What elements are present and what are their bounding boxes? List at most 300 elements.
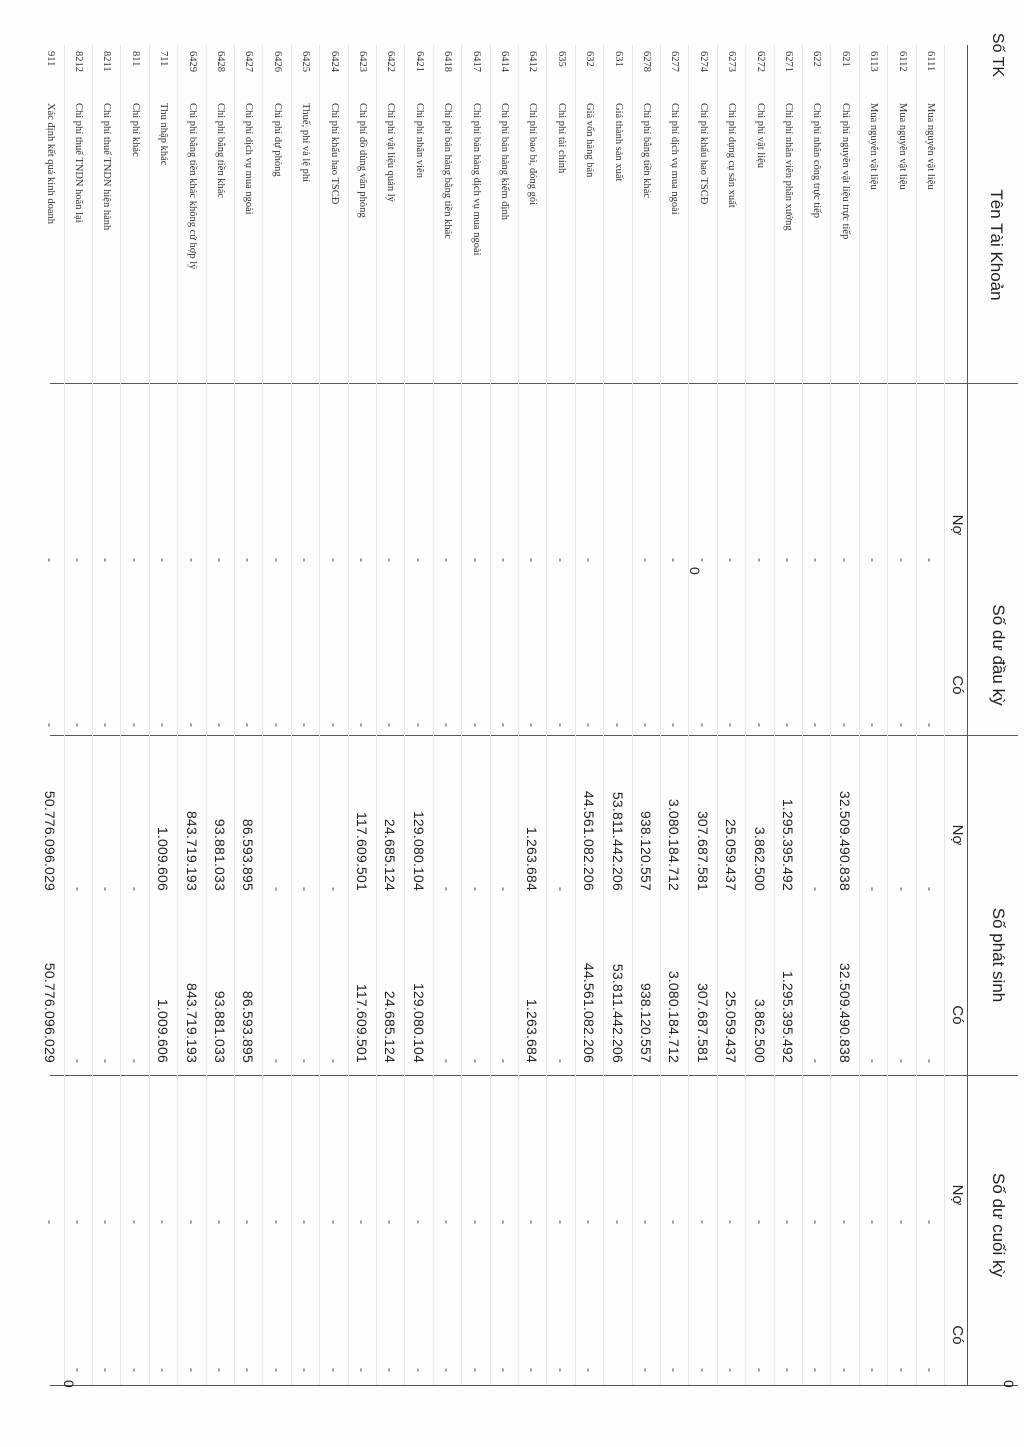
opening-debit-value: - xyxy=(468,558,483,562)
closing-credit-value: - xyxy=(752,1368,767,1372)
account-number: 811 xyxy=(129,51,141,67)
closing-debit-value: - xyxy=(213,1220,227,1224)
row-divider xyxy=(149,45,150,1385)
account-number: 6424 xyxy=(328,51,340,72)
row-divider xyxy=(546,45,547,1385)
closing-debit-value: - xyxy=(837,1220,852,1224)
header-closing-credit: Có xyxy=(949,1325,966,1345)
opening-debit-value: - xyxy=(525,558,540,562)
closing-debit-value: - xyxy=(497,1220,511,1224)
account-name: Giá thành sản xuất xyxy=(612,103,624,182)
movement-debit-value: 25.059.437 xyxy=(723,818,740,891)
account-name: Chi phí tài chính xyxy=(555,103,567,174)
opening-debit-value xyxy=(604,383,632,562)
movement-credit-value: 44.561.082.206 xyxy=(581,962,598,1063)
closing-credit-value: - xyxy=(127,1368,142,1372)
movement-credit-value: 86.593.895 xyxy=(240,990,257,1063)
closing-credit-value: - xyxy=(241,1368,256,1372)
opening-credit-value: - xyxy=(440,723,455,727)
zero-opening-debit-631: 0 xyxy=(687,567,703,575)
account-name: Chi phí dịch vụ mua ngoài xyxy=(669,103,681,215)
opening-credit-value: - xyxy=(184,723,199,727)
account-number: 6274 xyxy=(697,51,709,72)
opening-credit-value: - xyxy=(582,723,597,727)
account-name: Chi phí dụng cụ sản xuất xyxy=(726,103,738,208)
account-name: Chi phí nguyên vật liệu trực tiếp xyxy=(839,103,851,240)
closing-debit-value: - xyxy=(71,1220,85,1224)
closing-debit-value: - xyxy=(241,1220,256,1224)
movement-credit-value: - xyxy=(71,1059,85,1063)
opening-credit-value: - xyxy=(213,723,227,727)
account-name: Chi phí bán hàng dịch vụ mua ngoài xyxy=(470,103,482,256)
account-number: 6426 xyxy=(271,51,283,72)
account-number: 6278 xyxy=(641,51,652,72)
row-divider xyxy=(348,45,349,1385)
account-name: Chi phí khấu hao TSCĐ xyxy=(328,103,340,205)
row-divider xyxy=(461,45,462,1385)
opening-debit-value: - xyxy=(639,558,653,562)
closing-debit-value: - xyxy=(610,1220,625,1224)
movement-debit-value: 86.593.895 xyxy=(240,818,257,891)
opening-credit-value: - xyxy=(411,723,426,727)
opening-credit-value: - xyxy=(667,723,682,727)
row-divider xyxy=(660,45,661,1385)
movement-credit-value: - xyxy=(269,1059,284,1063)
account-number: 6271 xyxy=(783,51,794,72)
opening-credit-value: - xyxy=(269,723,284,727)
closing-credit-value: - xyxy=(553,1368,568,1372)
movement-credit-value: 1.009.606 xyxy=(155,998,172,1063)
closing-credit-value: - xyxy=(497,1368,511,1372)
row-divider xyxy=(603,45,604,1385)
row-divider xyxy=(745,45,746,1385)
closing-debit-value: - xyxy=(724,1220,739,1224)
movement-debit-value: - xyxy=(894,887,909,891)
closing-credit-value: - xyxy=(184,1368,199,1372)
movement-credit-value: 3.862.500 xyxy=(751,998,768,1063)
opening-credit-value: - xyxy=(837,723,852,727)
account-number: 631 xyxy=(612,51,624,67)
closing-credit-value: - xyxy=(440,1368,455,1372)
closing-credit-value: - xyxy=(923,1368,937,1372)
opening-debit-value: - xyxy=(894,558,909,562)
row-divider xyxy=(830,45,831,1385)
account-number: 622 xyxy=(811,51,823,67)
opening-credit-value: - xyxy=(298,723,313,727)
opening-debit-value: - xyxy=(241,558,256,562)
account-number: 6429 xyxy=(186,51,198,72)
closing-credit-value: - xyxy=(411,1368,426,1372)
closing-debit-value: - xyxy=(695,1220,710,1224)
account-name: Chi phí khấu hao TSCĐ xyxy=(697,103,709,205)
row-divider xyxy=(64,45,65,1385)
account-name: Mua nguyên vật liệu xyxy=(896,103,908,190)
header-movement: Số phát sinh xyxy=(989,907,1008,1003)
account-number: 6113 xyxy=(868,51,880,72)
opening-debit-value: - xyxy=(156,558,171,562)
movement-debit-value: 307.687.581 xyxy=(694,810,711,891)
movement-debit-value: - xyxy=(440,887,455,891)
opening-debit-value: - xyxy=(923,558,937,562)
row-divider xyxy=(291,45,292,1385)
closing-debit-value: - xyxy=(127,1220,142,1224)
movement-credit-value: 25.059.437 xyxy=(723,990,740,1063)
account-name: Chi phí bằng tiền khác xyxy=(641,103,652,199)
account-number: 6428 xyxy=(215,51,226,72)
header-opening-balance: Số dư đầu kỳ xyxy=(989,604,1008,706)
closing-debit-value: - xyxy=(411,1220,426,1224)
movement-debit-value: 1.295.395.492 xyxy=(780,798,796,891)
account-name: Xác định kết quả kinh doanh xyxy=(44,103,56,225)
row-divider xyxy=(177,45,178,1385)
closing-credit-value: - xyxy=(894,1368,909,1372)
closing-debit-value: - xyxy=(468,1220,483,1224)
movement-debit-value: 1.263.684 xyxy=(524,826,541,891)
movement-debit-value: - xyxy=(298,887,313,891)
opening-debit-value: - xyxy=(553,558,568,562)
row-divider xyxy=(376,45,377,1385)
account-name: Chi phí thuế TNDN hiện hành xyxy=(101,103,113,231)
opening-debit-value: - xyxy=(269,558,284,562)
closing-credit-value: - xyxy=(866,1368,881,1372)
account-number: 8211 xyxy=(101,51,113,72)
movement-credit-value: 129.080.104 xyxy=(410,982,427,1063)
account-number: 6273 xyxy=(726,51,738,72)
movement-debit-value: 3.862.500 xyxy=(751,826,768,891)
closing-debit-value: - xyxy=(298,1220,313,1224)
account-number: 6412 xyxy=(527,51,539,72)
col-sep-end xyxy=(50,1385,1018,1386)
account-number: 8212 xyxy=(73,51,84,72)
account-name: Giá vốn hàng bán xyxy=(584,103,596,178)
account-name: Chi phí dịch vụ mua ngoài xyxy=(243,103,255,215)
account-name: Chi phí vật liệu xyxy=(754,103,766,169)
movement-debit-value: 93.881.033 xyxy=(212,818,228,891)
opening-debit-value: - xyxy=(298,558,313,562)
opening-credit-value: - xyxy=(781,723,795,727)
movement-debit-value: - xyxy=(326,887,341,891)
account-number: 6417 xyxy=(470,51,482,72)
opening-credit-value: - xyxy=(326,723,341,727)
header-opening-credit: Có xyxy=(949,675,966,695)
account-number: 632 xyxy=(584,51,596,67)
opening-debit-value: - xyxy=(184,558,199,562)
movement-debit-value: 44.561.082.206 xyxy=(581,790,598,891)
opening-debit-value: - xyxy=(42,558,57,562)
movement-credit-value: - xyxy=(497,1059,511,1063)
movement-credit-value: 938.120.557 xyxy=(638,982,654,1063)
movement-debit-value: 938.120.557 xyxy=(638,810,654,891)
movement-credit-value: - xyxy=(809,1059,824,1063)
closing-debit-value: - xyxy=(894,1220,909,1224)
movement-debit-value: 53.811.442.206 xyxy=(609,791,626,891)
account-number: 6421 xyxy=(413,51,425,72)
opening-debit-value: - xyxy=(724,558,739,562)
header-opening-debit: Nợ xyxy=(949,514,966,536)
row-divider xyxy=(262,45,263,1385)
opening-debit-value: - xyxy=(752,558,767,562)
closing-credit-value xyxy=(604,1230,632,1372)
account-number: 911 xyxy=(44,51,56,67)
opening-credit-value: - xyxy=(127,723,142,727)
closing-credit-value: - xyxy=(468,1368,483,1372)
closing-debit-value: - xyxy=(525,1220,540,1224)
row-divider xyxy=(120,45,121,1385)
movement-credit-value: - xyxy=(326,1059,341,1063)
opening-credit-value: - xyxy=(610,723,625,727)
zero-closing-credit-911: 0 xyxy=(61,1380,77,1388)
account-name: Chi phí dự phòng xyxy=(271,103,283,177)
opening-debit-value: - xyxy=(866,558,881,562)
opening-debit-value: - xyxy=(667,558,682,562)
row-divider xyxy=(234,45,235,1385)
opening-debit-value: - xyxy=(355,558,369,562)
closing-debit-value: - xyxy=(383,1220,398,1224)
movement-credit-value: 117.609.501 xyxy=(354,983,370,1063)
closing-credit-value: - xyxy=(269,1368,284,1372)
header-account-name: Tên Tài Khoản xyxy=(987,189,1006,301)
closing-debit-value: - xyxy=(440,1220,455,1224)
movement-credit-value: 307.687.581 xyxy=(694,982,711,1063)
opening-credit-value: - xyxy=(639,723,653,727)
closing-debit-value: - xyxy=(582,1220,597,1224)
account-name: Chi phí bao bì, đóng gói xyxy=(527,103,539,206)
movement-debit-value: 3.080.184.712 xyxy=(666,798,683,891)
account-name: Chi phí bằng tiền khác xyxy=(215,103,226,199)
account-number: 635 xyxy=(555,51,567,67)
account-name: Thu nhập khác xyxy=(158,103,170,166)
account-number: 711 xyxy=(158,51,170,67)
row-divider xyxy=(774,45,775,1385)
closing-credit-value: - xyxy=(724,1368,739,1372)
account-number: 621 xyxy=(839,51,851,67)
closing-credit-value: - xyxy=(383,1368,398,1372)
opening-credit-value: - xyxy=(695,723,710,727)
movement-debit-value: 24.685.124 xyxy=(382,818,399,891)
top-rule xyxy=(967,45,968,1385)
opening-debit-value: - xyxy=(781,558,795,562)
closing-debit-value: - xyxy=(809,1220,824,1224)
movement-credit-value: 93.881.033 xyxy=(212,990,228,1063)
closing-credit-value: - xyxy=(326,1368,341,1372)
account-number: 6414 xyxy=(499,51,510,72)
movement-debit-value: - xyxy=(497,887,511,891)
movement-credit-value: - xyxy=(127,1059,142,1063)
row-divider xyxy=(433,45,434,1385)
opening-credit-value: - xyxy=(241,723,256,727)
header-closing-balance: Số dư cuối kỳ xyxy=(989,1173,1008,1277)
closing-debit-value: - xyxy=(923,1220,937,1224)
closing-debit-value: - xyxy=(269,1220,284,1224)
account-number: 6423 xyxy=(357,51,368,72)
opening-credit-value: - xyxy=(71,723,85,727)
account-name: Chi phí nhân viên xyxy=(413,103,425,178)
account-name: Chi phí bán hàng bằng tiền khác xyxy=(442,103,454,239)
opening-credit-value: - xyxy=(355,723,369,727)
account-name: Mua nguyên vật liệu xyxy=(925,103,936,190)
opening-credit-value: - xyxy=(383,723,398,727)
closing-debit-value: - xyxy=(639,1220,653,1224)
closing-debit-value: - xyxy=(781,1220,795,1224)
account-number: 6112 xyxy=(896,51,908,72)
movement-debit-value: - xyxy=(269,887,284,891)
movement-debit-value: - xyxy=(923,887,937,891)
opening-credit-value: - xyxy=(894,723,909,727)
closing-debit-value: - xyxy=(752,1220,767,1224)
closing-credit-value: - xyxy=(781,1368,795,1372)
opening-debit-value: - xyxy=(411,558,426,562)
header-movement-credit: Có xyxy=(949,1005,966,1025)
account-name: Chi phí bán hàng kiểm định xyxy=(499,103,510,220)
movement-credit-value: 1.263.684 xyxy=(524,998,541,1063)
opening-debit-value: - xyxy=(71,558,85,562)
opening-credit-value: - xyxy=(497,723,511,727)
account-number: 6277 xyxy=(669,51,681,72)
opening-debit-value: - xyxy=(383,558,398,562)
movement-credit-value: 50.776.096.029 xyxy=(41,962,58,1063)
movement-credit-value: 1.295.395.492 xyxy=(780,970,796,1063)
movement-debit-value: - xyxy=(866,887,881,891)
movement-debit-value: 129.080.104 xyxy=(410,810,427,891)
account-number: 6272 xyxy=(754,51,766,72)
row-divider xyxy=(916,45,917,1385)
movement-debit-value: - xyxy=(553,887,568,891)
account-name: Thuế, phí và lệ phí xyxy=(300,103,312,183)
opening-debit-value: - xyxy=(99,558,114,562)
opening-credit-value: - xyxy=(724,723,739,727)
opening-credit-value: - xyxy=(866,723,881,727)
closing-credit-value: - xyxy=(156,1368,171,1372)
account-number: 6427 xyxy=(243,51,255,72)
closing-credit-value: - xyxy=(298,1368,313,1372)
closing-debit-value: - xyxy=(355,1220,369,1224)
movement-debit-value: 117.609.501 xyxy=(354,811,370,891)
closing-credit-value: - xyxy=(667,1368,682,1372)
row-divider xyxy=(688,45,689,1385)
opening-credit-value: - xyxy=(923,723,937,727)
movement-credit-value: 32.509.490.838 xyxy=(836,962,853,1063)
account-number: 6425 xyxy=(300,51,312,72)
movement-debit-value: - xyxy=(99,887,114,891)
closing-credit-value: - xyxy=(525,1368,540,1372)
opening-debit-value: - xyxy=(127,558,142,562)
row-divider xyxy=(944,45,945,1385)
account-name: Chi phí nhân viên phân xưởng xyxy=(783,103,794,231)
closing-debit-value: - xyxy=(553,1220,568,1224)
movement-credit-value: 53.811.442.206 xyxy=(609,963,626,1063)
movement-credit-value: - xyxy=(553,1059,568,1063)
opening-credit-value: - xyxy=(42,723,57,727)
closing-credit-value: - xyxy=(809,1368,824,1372)
opening-credit-value: - xyxy=(553,723,568,727)
opening-credit-value: - xyxy=(156,723,171,727)
account-number: 6422 xyxy=(385,51,397,72)
header-closing-debit: Nợ xyxy=(949,1184,966,1206)
movement-debit-value: - xyxy=(71,887,85,891)
movement-credit-value: - xyxy=(440,1059,455,1063)
closing-credit-value: - xyxy=(639,1368,653,1372)
movement-credit-value: - xyxy=(468,1059,483,1063)
closing-debit-value: - xyxy=(866,1220,881,1224)
closing-credit-value xyxy=(36,1230,64,1372)
movement-credit-value: - xyxy=(866,1059,881,1063)
movement-debit-value: - xyxy=(127,887,142,891)
opening-debit-value: - xyxy=(497,558,511,562)
account-name: Chi phí thuế TNDN hoãn lại xyxy=(73,103,84,223)
opening-debit-value: - xyxy=(440,558,455,562)
row-divider xyxy=(887,45,888,1385)
movement-credit-value: - xyxy=(99,1059,114,1063)
closing-debit-value: - xyxy=(326,1220,341,1224)
account-name: Chi phí đồ dùng văn phòng xyxy=(357,103,368,218)
movement-debit-value: 32.509.490.838 xyxy=(836,790,853,891)
closing-credit-value: - xyxy=(355,1368,369,1372)
row-divider xyxy=(859,45,860,1385)
closing-credit-value: - xyxy=(695,1368,710,1372)
movement-credit-value: - xyxy=(894,1059,909,1063)
movement-debit-value: 50.776.096.029 xyxy=(41,790,58,891)
row-divider xyxy=(575,45,576,1385)
account-number: 6418 xyxy=(442,51,454,72)
closing-debit-value: - xyxy=(667,1220,682,1224)
opening-debit-value: - xyxy=(837,558,852,562)
row-divider xyxy=(319,45,320,1385)
opening-debit-value: - xyxy=(213,558,227,562)
row-divider xyxy=(802,45,803,1385)
trial-balance-table xyxy=(41,32,1018,1425)
row-divider xyxy=(92,45,93,1385)
row-divider xyxy=(206,45,207,1385)
closing-credit-value: - xyxy=(71,1368,85,1372)
opening-debit-value: - xyxy=(809,558,824,562)
closing-credit-value: - xyxy=(213,1368,227,1372)
zero-closing-credit-631: 0 xyxy=(1001,1380,1017,1388)
movement-credit-value: 843.719.193 xyxy=(183,982,200,1063)
account-name: Mua nguyên vật liệu xyxy=(868,103,880,190)
account-number: 6111 xyxy=(925,51,936,72)
opening-credit-value: - xyxy=(525,723,540,727)
header-movement-debit: Nợ xyxy=(949,824,966,846)
row-divider xyxy=(717,45,718,1385)
account-name: Chi phí nhân công trực tiếp xyxy=(811,103,823,219)
closing-debit-value: - xyxy=(156,1220,171,1224)
opening-credit-value: - xyxy=(99,723,114,727)
opening-debit-value: - xyxy=(326,558,341,562)
movement-debit-value: 1.009.606 xyxy=(155,826,172,891)
account-name: Chi phí vật liệu quản lý xyxy=(385,103,397,202)
opening-credit-value: - xyxy=(809,723,824,727)
header-account-no: Số TK xyxy=(989,32,1006,78)
row-divider xyxy=(632,45,633,1385)
row-divider xyxy=(490,45,491,1385)
closing-debit-value: - xyxy=(42,1220,57,1224)
movement-credit-value: 24.685.124 xyxy=(382,990,399,1063)
movement-credit-value: 3.080.184.712 xyxy=(666,970,683,1063)
closing-debit-value: - xyxy=(184,1220,199,1224)
movement-debit-value: - xyxy=(468,887,483,891)
row-divider xyxy=(404,45,405,1385)
opening-credit-value: - xyxy=(752,723,767,727)
row-divider xyxy=(518,45,519,1385)
movement-credit-value: - xyxy=(298,1059,313,1063)
closing-credit-value: - xyxy=(99,1368,114,1372)
opening-debit-value: - xyxy=(695,558,710,562)
movement-debit-value: - xyxy=(809,887,824,891)
closing-debit-value: - xyxy=(99,1220,114,1224)
movement-debit-value: 843.719.193 xyxy=(183,810,200,891)
closing-credit-value: - xyxy=(837,1368,852,1372)
opening-debit-value: - xyxy=(582,558,597,562)
